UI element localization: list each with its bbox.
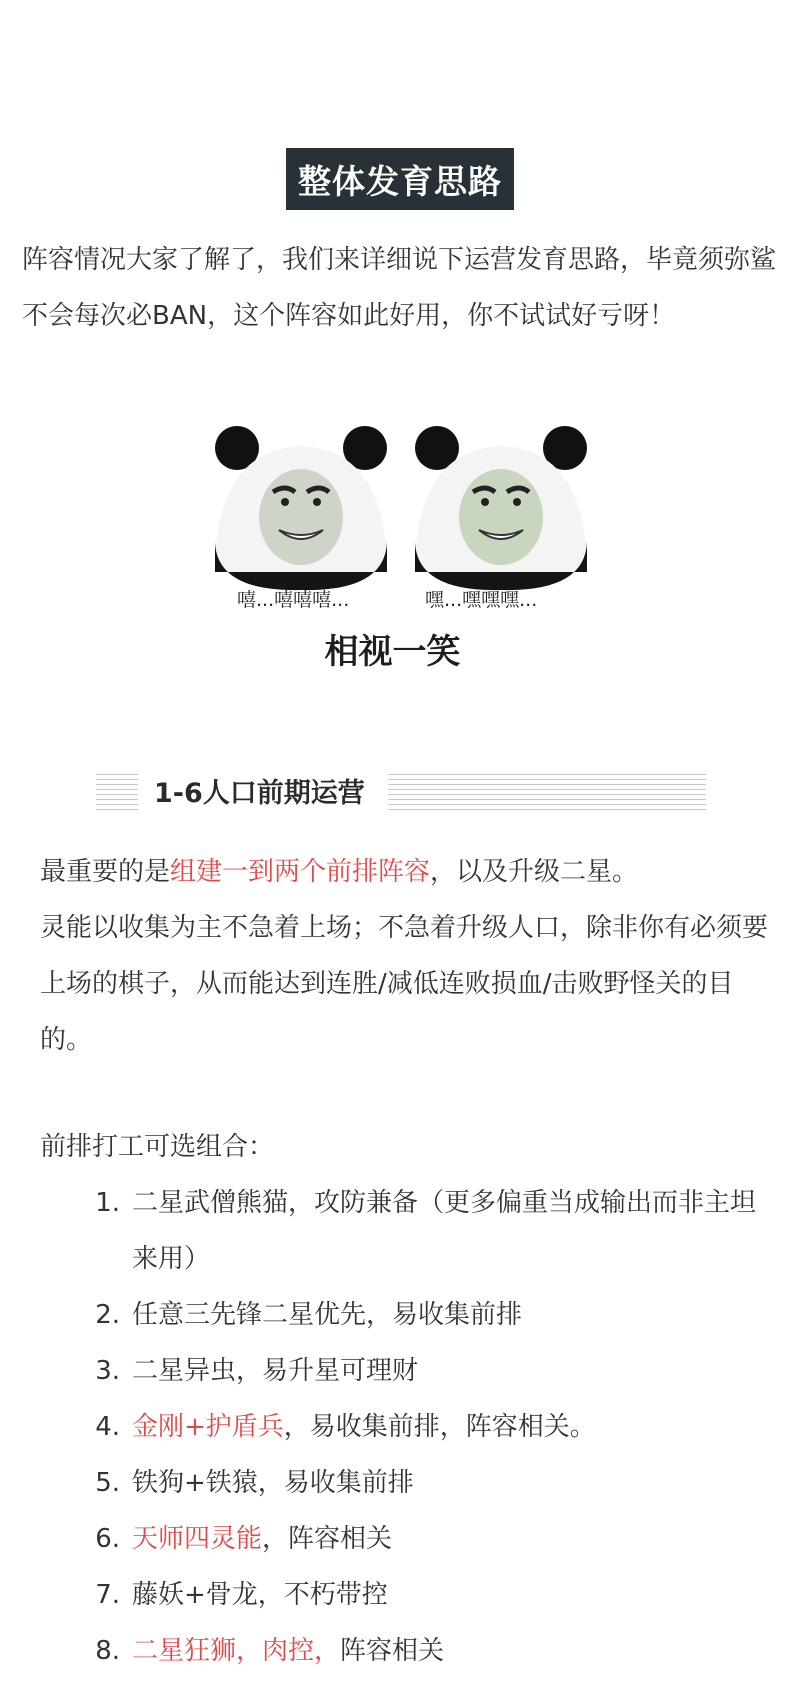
list-item: 1. 二星武僧熊猫，攻防兼备（更多偏重当成输出而非主坦来用） (95, 1188, 757, 1274)
list-heading: 前排打工可选组合： (40, 1132, 275, 1162)
list-item: 5. 铁狗+铁猿，易收集前排 (95, 1468, 414, 1498)
intro-paragraph: 阵容情况大家了解了，我们来详细说下运营发育思路，毕竟须弥鲨不会每次必BAN，这个阵容如此好用，你不试试好亏呀！ (22, 245, 777, 331)
paragraph-priority-highlight: 组建一到两个前排阵容 (170, 857, 431, 887)
section-title-box (286, 148, 514, 210)
meme-caption-main: 相视一笑 (324, 632, 461, 672)
panda-right (415, 426, 587, 590)
heading-decor-left (96, 774, 138, 814)
frontline-combo-list (40, 1175, 780, 1679)
page-title: 整体发育思路 (298, 161, 502, 201)
panda-meme-illustration (215, 422, 587, 612)
meme-caption-left: 嘻...嘻嘻嘻... (237, 589, 350, 611)
heading-decor-right (388, 774, 706, 814)
panda-left (215, 426, 387, 590)
list-item: 4. 金刚+护盾兵，易收集前排，阵容相关。 (95, 1412, 596, 1442)
list-item: 8. 二星狂狮，肉控，阵容相关 (95, 1636, 445, 1666)
paragraph-priority-pre: 最重要的是 (40, 857, 171, 887)
list-item: 7. 藤妖+骨龙，不朽带控 (95, 1580, 388, 1610)
meme-image (215, 422, 587, 684)
meme-caption-right: 嘿...嘿嘿嘿... (425, 589, 538, 611)
paragraph-priority (40, 844, 780, 900)
section-title: 1-6人口前期运营 (154, 778, 365, 809)
paragraph-psionic: 灵能以收集为主不急着上场；不急着升级人口，除非你有必须要上场的棋子，从而能达到连胜/减低连败损血/击败野怪关的目的。 (40, 913, 769, 1055)
section-heading (96, 770, 706, 818)
list-item: 2. 任意三先锋二星优先，易收集前排 (95, 1300, 523, 1330)
paragraph-priority-post: ，以及升级二星。 (430, 857, 639, 887)
list-item: 6. 天师四灵能，阵容相关 (95, 1524, 393, 1554)
list-item: 3. 二星异虫，易升星可理财 (95, 1356, 419, 1386)
